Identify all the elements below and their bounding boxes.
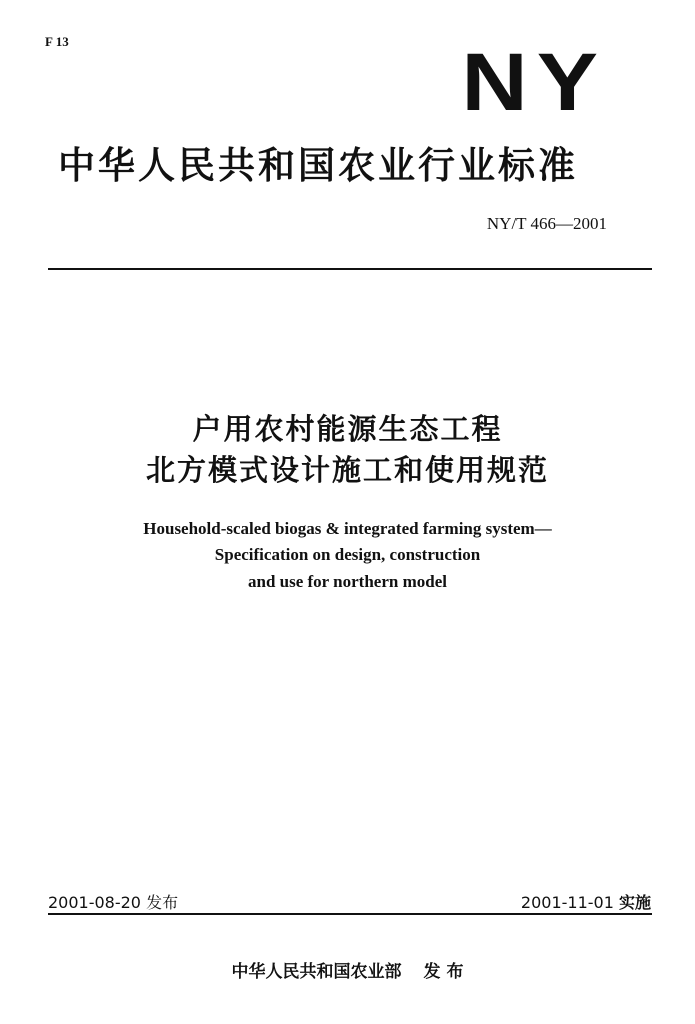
issuer-action: 发 布 <box>423 962 464 982</box>
implementation-date <box>521 890 651 913</box>
chinese-title-line-2: 北方模式设计施工和使用规范 <box>145 453 549 487</box>
standard-type-title: 中华人民共和国农业行业标准 <box>58 144 578 187</box>
bottom-divider <box>48 913 652 915</box>
english-title-line-3: and use for northern model <box>248 572 447 591</box>
implementation-date-label: 实施 <box>618 893 651 912</box>
standard-number: NY/T 466—2001 <box>486 214 607 233</box>
english-title-line-2: Specification on design, construction <box>214 545 481 564</box>
issuer-name: 中华人民共和国农业部 <box>231 962 402 982</box>
issuing-authority <box>0 957 695 982</box>
top-divider <box>48 268 652 270</box>
chinese-title-line-1: 户用农村能源生态工程 <box>192 412 503 446</box>
issue-date <box>48 890 178 913</box>
classification-code: F 13 <box>45 34 69 49</box>
ny-logo: NY <box>461 37 607 128</box>
implementation-date-value: 2001-11-01 <box>520 893 614 912</box>
issue-date-value: 2001-08-20 <box>48 893 141 912</box>
issue-date-label: 发布 <box>146 893 179 912</box>
english-title-line-1: Household-scaled biogas & integrated farming system— <box>143 519 552 538</box>
